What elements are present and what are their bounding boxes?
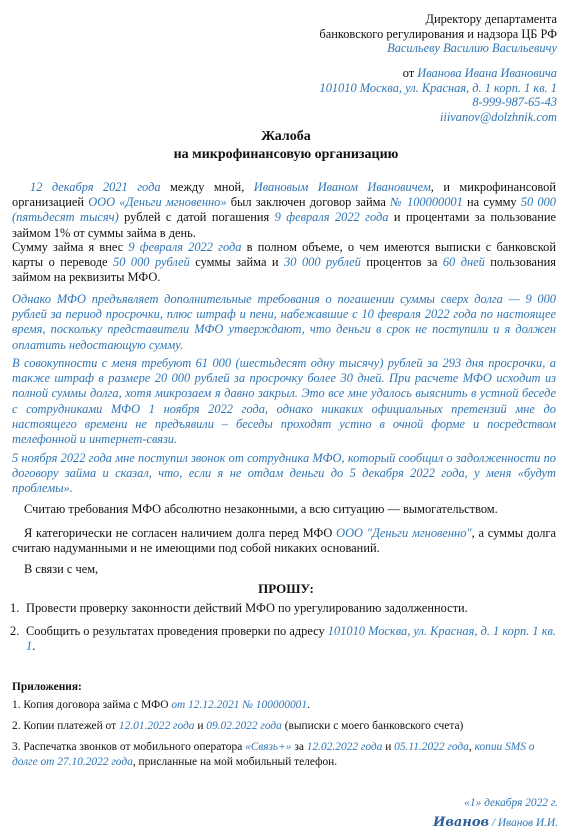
from-prefix: от bbox=[402, 66, 418, 80]
text: был заключен договор займа bbox=[226, 195, 391, 210]
addressee-line2: банковского регулирования и надзора ЦБ РФ bbox=[319, 26, 557, 41]
signature-name: Иванов И.И. bbox=[497, 817, 558, 829]
payment-date: 12.01.2022 года bbox=[118, 720, 195, 732]
loan-date: 12 декабря 2021 года bbox=[30, 180, 161, 194]
attachment-2 bbox=[12, 719, 562, 734]
sender-block bbox=[320, 66, 558, 124]
paid-interest: 30 000 рублей bbox=[284, 255, 361, 270]
text: (выписки с моего банковского счета) bbox=[281, 720, 464, 732]
item-number: 2. bbox=[10, 624, 20, 638]
document-title bbox=[0, 128, 572, 164]
text: за bbox=[291, 741, 307, 753]
contract-ref: от 12.12.2021 № 100000001 bbox=[171, 699, 308, 711]
text: 2. Копии платежей от bbox=[12, 720, 119, 732]
text: 3. Распечатка звонков от мобильного оператора bbox=[12, 741, 246, 753]
paragraph-2 bbox=[12, 240, 556, 286]
loan-sum: 50 000 (пятьдесят тысяч) bbox=[12, 195, 556, 225]
text: рублей с датой погашения bbox=[118, 210, 275, 225]
due-date: 9 февраля 2022 года bbox=[274, 210, 389, 225]
borrower-name: Ивановым Иваном Ивановичем bbox=[253, 180, 431, 194]
days-count: 60 дней bbox=[442, 255, 485, 270]
text: 1. Копия договора займа с МФО bbox=[12, 699, 172, 711]
contract-number: № 100000001 bbox=[390, 195, 463, 210]
attachments-heading: Приложения: bbox=[12, 681, 82, 693]
paid-sum: 50 000 рублей bbox=[113, 255, 190, 270]
title-line1: Жалоба bbox=[261, 129, 311, 144]
paragraph-8: В связи с чем, bbox=[24, 562, 99, 576]
attachment-3 bbox=[12, 740, 562, 770]
text: и bbox=[382, 741, 395, 753]
reply-address: 101010 Москва, ул. Красная, д. 1 корп. 1 кв. 1 bbox=[26, 624, 556, 654]
text: процентов за bbox=[360, 255, 443, 270]
mfo-name: ООО «Деньги мгновенно» bbox=[88, 195, 227, 210]
payment-date: 9 февраля 2022 года bbox=[128, 240, 242, 254]
signature-date: «1» декабря 2022 г. bbox=[464, 797, 558, 809]
addressee-name: Васильеву Василию Васильевичу bbox=[387, 41, 557, 55]
item-text: Провести проверку законности действий МФО по урегулированию задолженности. bbox=[26, 601, 468, 615]
payment-date: 09.02.2022 года bbox=[206, 720, 282, 732]
sender-email: iiivanov@dolzhnik.com bbox=[439, 109, 557, 124]
paragraph-4: В совокупности с меня требуют 61 000 (шестьдесят одну тысячу) рублей за 293 дня просрочки, а также штраф в размере 20 000 рублей за просрочку более 30 дней. При расчете МФО исходит из полной суммы долга, хотя микрозаем я давно закрыл. Это все мне удалось выяснить в устной беседе с сотрудниками МФО 1 ноября 2022 года, однако никаких официальных претензий мне до настоящего времени не предъявили – беседы проходят устно в очной форме и посредством телефонной и интернет-связи. bbox=[12, 356, 556, 447]
text: , а суммы долга считаю надуманными и не имеющими под собой никаких оснований. bbox=[12, 526, 556, 556]
text: пользования займом на реквизиты МФО. bbox=[12, 255, 556, 285]
sender-line bbox=[320, 66, 558, 81]
text: . bbox=[32, 639, 36, 654]
operator-name: «Связь+» bbox=[245, 741, 292, 753]
text: . bbox=[307, 699, 310, 711]
text: , присланные на мой мобильный телефон. bbox=[132, 756, 338, 768]
paragraph-1 bbox=[12, 180, 556, 241]
sender-address: 101010 Москва, ул. Красная, д. 1 корп. 1 кв. 1 bbox=[319, 80, 557, 95]
mfo-name: ООО "Деньги мгновенно" bbox=[336, 526, 472, 540]
paragraph-7 bbox=[12, 526, 556, 556]
addressee-line1: Директору департамента bbox=[425, 12, 557, 26]
text: Я категорически не согласен наличием долга перед МФО bbox=[24, 526, 337, 540]
addressee-block bbox=[319, 12, 557, 56]
text: и процентами за пользование займом 1% от суммы займа в день. bbox=[12, 210, 556, 240]
text: , и микрофинансовой организацией bbox=[12, 180, 557, 210]
text: Сообщить о результатах проведения проверки по адресу bbox=[26, 624, 328, 638]
sender-phone: 8-999-987-65-43 bbox=[472, 95, 557, 109]
signature-separator: / bbox=[489, 817, 498, 829]
text: Сумму займа я внес bbox=[12, 240, 129, 254]
text: в полном объеме, о чем имеются выписки с банковской карты о переводе bbox=[12, 240, 556, 270]
text: и bbox=[194, 720, 207, 732]
request-heading: ПРОШУ: bbox=[258, 581, 314, 596]
paragraph-5: 5 ноября 2022 года мне поступил звонок от сотрудника МФО, который сообщил о задолженности по договору займа и сказал, что, если я не отдам деньги до 5 декабря 2022 года, у меня «будут проблемы». bbox=[12, 451, 556, 496]
title-line2: на микрофинансовую организацию bbox=[173, 147, 399, 162]
sms-copies: копии SMS о долге от 27.10.2022 года bbox=[12, 741, 535, 768]
item-text bbox=[26, 624, 556, 654]
paragraph-3: Однако МФО предъявляет дополнительные требования о погашении суммы сверх долга — 9 000 рублей за период просрочки, плюс штраф и пени, набежавшие с 10 февраля 2022 года по настоящее время, поскольку представители МФО утверждают, что деньги в срок не поступили и я должен оплатить недостающую сумму. bbox=[12, 292, 556, 352]
paragraph-6: Считаю требования МФО абсолютно незаконными, а всю ситуацию — вымогательством. bbox=[24, 502, 498, 516]
item-number: 1. bbox=[10, 601, 20, 615]
text: , bbox=[468, 741, 475, 753]
handwritten-signature: Иванов bbox=[433, 815, 490, 830]
text: суммы займа и bbox=[189, 255, 285, 270]
attachment-1 bbox=[12, 698, 562, 713]
text: на сумму bbox=[462, 195, 521, 210]
signature-block bbox=[433, 815, 558, 830]
call-date: 12.02.2022 года bbox=[306, 741, 383, 753]
sender-name: Иванова Ивана Ивановича bbox=[417, 66, 557, 80]
call-date: 05.11.2022 года bbox=[394, 741, 469, 753]
text: между мной, bbox=[160, 180, 254, 194]
